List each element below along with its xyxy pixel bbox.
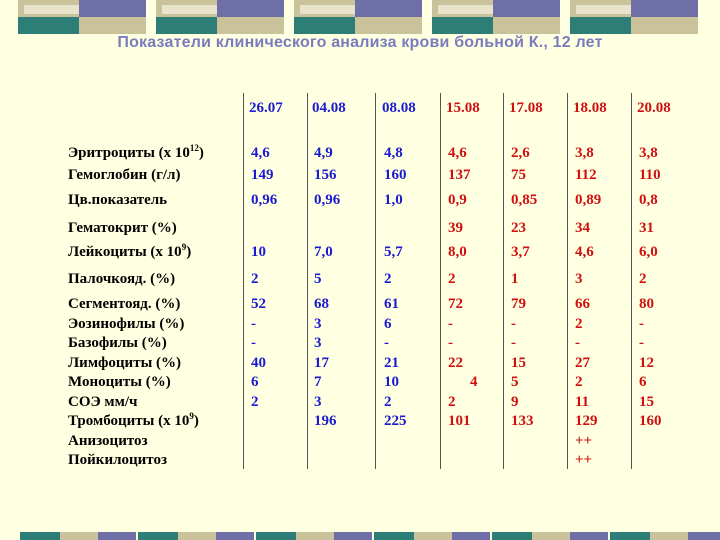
decor-block: [162, 5, 217, 14]
decor-block: [532, 532, 570, 540]
table-cell: 2,6: [511, 145, 530, 161]
decor-block: [24, 5, 79, 14]
decor-block: [432, 17, 493, 34]
table-cell: 3,8: [575, 145, 594, 161]
row-label: Моноциты (%): [68, 374, 171, 390]
table-cell: 0,9: [448, 192, 467, 208]
table-cell: 1: [511, 271, 519, 287]
decor-block: [374, 532, 414, 540]
table-cell: 112: [575, 167, 597, 183]
table-cell: 6: [384, 316, 392, 332]
row-label: Гемоглобин (г/л): [68, 167, 181, 183]
column-divider: [375, 93, 376, 469]
row-label: Цв.показатель: [68, 192, 168, 208]
decor-block: [688, 532, 720, 540]
date-header: 17.08: [509, 100, 543, 116]
table-cell: 0,8: [639, 192, 658, 208]
table-cell: 133: [511, 413, 534, 429]
decor-block: [79, 17, 146, 34]
table-cell: 68: [314, 296, 329, 312]
table-cell: 34: [575, 220, 590, 236]
table-cell: 1,0: [384, 192, 403, 208]
table-cell: 66: [575, 296, 590, 312]
row-label: Анизоцитоз: [68, 433, 148, 449]
row-label: Гематокрит (%): [68, 220, 177, 236]
date-header: 20.08: [637, 100, 671, 116]
date-header: 26.07: [249, 100, 283, 116]
row-label: Тромбоциты (х $10^9$): [68, 411, 199, 429]
decor-block: [570, 532, 608, 540]
table-cell: 225: [384, 413, 407, 429]
decor-block: [570, 17, 631, 34]
table-cell: 31: [639, 220, 654, 236]
date-header: 15.08: [446, 100, 480, 116]
table-cell: 4,6: [575, 244, 594, 260]
row-label: Пойкилоцитоз: [68, 452, 167, 468]
table-cell: -: [575, 335, 580, 351]
decor-block: [178, 532, 216, 540]
decor-block: [631, 17, 698, 34]
table-cell: 72: [448, 296, 463, 312]
table-cell: 23: [511, 220, 526, 236]
table-cell: 15: [639, 394, 654, 410]
table-cell: 3: [314, 316, 322, 332]
table-cell: -: [448, 335, 453, 351]
table-cell: 2: [575, 374, 583, 390]
table-cell: 3: [314, 335, 322, 351]
decor-block: [414, 532, 452, 540]
table-cell: -: [384, 335, 389, 351]
table-cell: 160: [384, 167, 407, 183]
table-cell: 3,7: [511, 244, 530, 260]
decor-block: [493, 0, 560, 17]
table-cell: 27: [575, 355, 590, 371]
row-label: Эозинофилы (%): [68, 316, 185, 332]
decor-block: [576, 5, 631, 14]
table-cell: 9: [511, 394, 519, 410]
decor-block: [610, 532, 650, 540]
decor-block: [217, 17, 284, 34]
table-cell: ++: [575, 452, 593, 468]
table-cell: -: [511, 316, 516, 332]
table-cell: 2: [251, 271, 259, 287]
table-cell: -: [251, 335, 256, 351]
decorative-top-bar: [0, 0, 720, 34]
table-cell: 149: [251, 167, 274, 183]
table-cell: 80: [639, 296, 654, 312]
table-cell: 6,0: [639, 244, 658, 260]
table-cell: 5: [511, 374, 519, 390]
row-label: Базофилы (%): [68, 335, 167, 351]
table-cell: 7,0: [314, 244, 333, 260]
column-divider: [503, 93, 504, 469]
table-cell: 22: [448, 355, 463, 371]
decor-block: [217, 0, 284, 17]
table-cell: 75: [511, 167, 526, 183]
table-cell: 0,85: [511, 192, 538, 208]
decor-block: [452, 532, 490, 540]
column-divider: [567, 93, 568, 469]
slide-title: Показатели клинического анализа крови больной К., 12 лет: [117, 34, 603, 51]
table-cell: 40: [251, 355, 266, 371]
decor-block: [60, 532, 98, 540]
table-cell: 0,96: [314, 192, 341, 208]
table-cell: 2: [384, 271, 392, 287]
table-cell: 10: [251, 244, 266, 260]
decor-block: [355, 0, 422, 17]
decor-block: [18, 17, 79, 34]
decor-block: [492, 532, 532, 540]
table-cell: 39: [448, 220, 463, 236]
decor-block: [438, 5, 493, 14]
table-cell: 10: [384, 374, 399, 390]
table-cell: 6: [639, 374, 647, 390]
decor-block: [650, 532, 688, 540]
row-label: Палочкояд. (%): [68, 271, 176, 287]
table-cell: 12: [639, 355, 654, 371]
table-cell: 2: [575, 316, 583, 332]
row-label: СОЭ мм/ч: [68, 394, 138, 410]
table-cell: 6: [251, 374, 259, 390]
table-cell: 52: [251, 296, 266, 312]
table-cell: 3,8: [639, 145, 658, 161]
table-cell: 160: [639, 413, 662, 429]
table-cell: -: [251, 316, 256, 332]
table-cell: 4,8: [384, 145, 403, 161]
decor-block: [20, 532, 60, 540]
decor-block: [79, 0, 146, 17]
table-cell: 2: [448, 394, 456, 410]
column-divider: [631, 93, 632, 469]
table-cell: 79: [511, 296, 526, 312]
decor-block: [296, 532, 334, 540]
table-cell: 156: [314, 167, 337, 183]
date-header: 04.08: [312, 100, 346, 116]
table-cell: 61: [384, 296, 399, 312]
row-label: Лейкоциты (х $10^9$): [68, 242, 192, 260]
decorative-bottom-bar: [0, 532, 720, 540]
table-cell: 4,9: [314, 145, 333, 161]
decor-block: [493, 17, 560, 34]
row-label: Лимфоциты (%): [68, 355, 182, 371]
row-label: Эритроциты (х $10^{12}$): [68, 143, 204, 161]
date-header: 18.08: [573, 100, 607, 116]
table-cell: ++: [575, 433, 593, 449]
table-cell: -: [448, 316, 453, 332]
decor-block: [98, 532, 136, 540]
column-divider: [440, 93, 441, 469]
table-cell: 0,89: [575, 192, 602, 208]
table-cell: 5,7: [384, 244, 403, 260]
decor-block: [631, 0, 698, 17]
table-cell: -: [639, 335, 644, 351]
table-cell: 17: [314, 355, 329, 371]
table-cell: 8,0: [448, 244, 467, 260]
table-cell: 2: [448, 271, 456, 287]
row-label: Сегментояд. (%): [68, 296, 181, 312]
column-divider: [243, 93, 244, 469]
table-cell: 2: [384, 394, 392, 410]
table-cell: 15: [511, 355, 526, 371]
decor-block: [300, 5, 355, 14]
table-cell: 2: [251, 394, 259, 410]
table-cell: 110: [639, 167, 661, 183]
table-cell: 137: [448, 167, 471, 183]
decor-block: [156, 17, 217, 34]
decor-block: [355, 17, 422, 34]
table-cell: 3: [314, 394, 322, 410]
table-cell: 4,6: [448, 145, 467, 161]
column-divider: [307, 93, 308, 469]
table-cell: 0,96: [251, 192, 278, 208]
table-cell: 5: [314, 271, 322, 287]
table-cell: 129: [575, 413, 598, 429]
table-cell: 4: [470, 374, 478, 390]
decor-block: [256, 532, 296, 540]
table-cell: 4,6: [251, 145, 270, 161]
table-cell: 101: [448, 413, 471, 429]
decor-block: [216, 532, 254, 540]
table-cell: 11: [575, 394, 590, 410]
table-cell: -: [639, 316, 644, 332]
table-cell: -: [511, 335, 516, 351]
decor-block: [138, 532, 178, 540]
table-cell: 196: [314, 413, 337, 429]
date-header: 08.08: [382, 100, 416, 116]
table-cell: 2: [639, 271, 647, 287]
table-cell: 3: [575, 271, 583, 287]
decor-block: [294, 17, 355, 34]
table-cell: 21: [384, 355, 399, 371]
decor-block: [334, 532, 372, 540]
table-cell: 7: [314, 374, 322, 390]
